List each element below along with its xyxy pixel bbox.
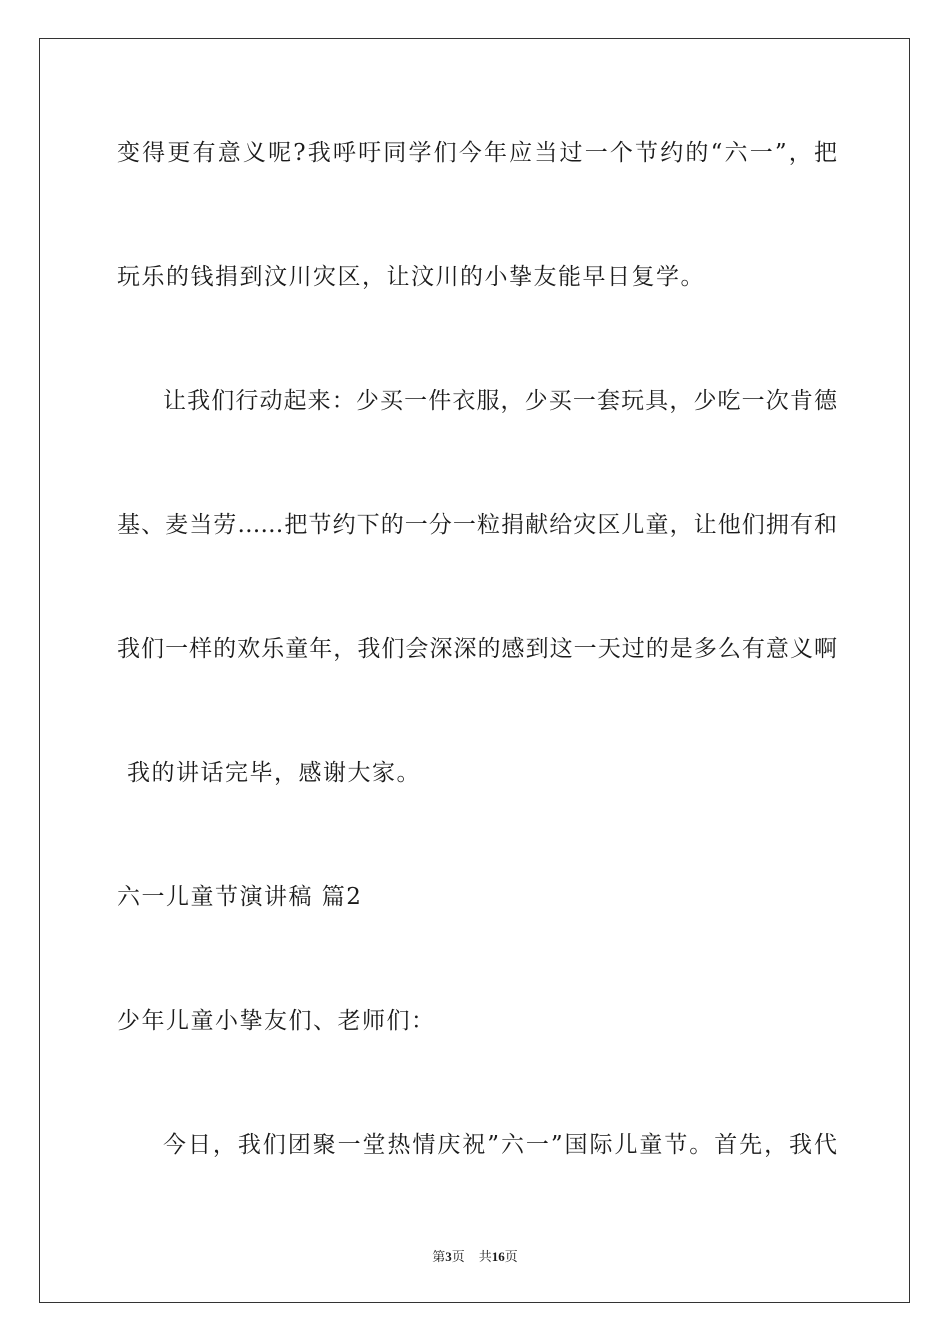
page-border [39,38,910,1303]
page-footer [0,1248,950,1266]
section-heading: 六一儿童节演讲稿 篇2 [117,884,363,910]
body-text-line: 变得更有意义呢?我呼吁同学们今年应当过一个节约的“六一”，把 [117,140,837,166]
page-current: 3 [445,1249,452,1264]
page-total: 16 [491,1249,505,1264]
body-text-line: 基、麦当劳……把节约下的一分一粒捐献给灾区儿童，让他们拥有和 [117,512,837,538]
page-prefix: 第 [432,1249,446,1264]
body-text-line: 我们一样的欢乐童年，我们会深深的感到这一天过的是多么有意义啊 [117,636,837,662]
salutation: 少年儿童小挚友们、老师们： [117,1008,436,1034]
page-suffix: 页 [451,1249,465,1264]
body-text-line: 我的讲话完毕，感谢大家。 [127,760,421,786]
body-text-line: 让我们行动起来：少买一件衣服，少买一套玩具，少吃一次肯德 [163,388,837,414]
total-suffix: 页 [504,1249,518,1264]
body-text-line: 今日，我们团聚一堂热情庆祝”六一”国际儿童节。首先，我代 [163,1132,837,1158]
total-prefix: 共 [478,1249,492,1264]
body-text-line: 玩乐的钱捐到汶川灾区，让汶川的小挚友能早日复学。 [117,264,705,290]
